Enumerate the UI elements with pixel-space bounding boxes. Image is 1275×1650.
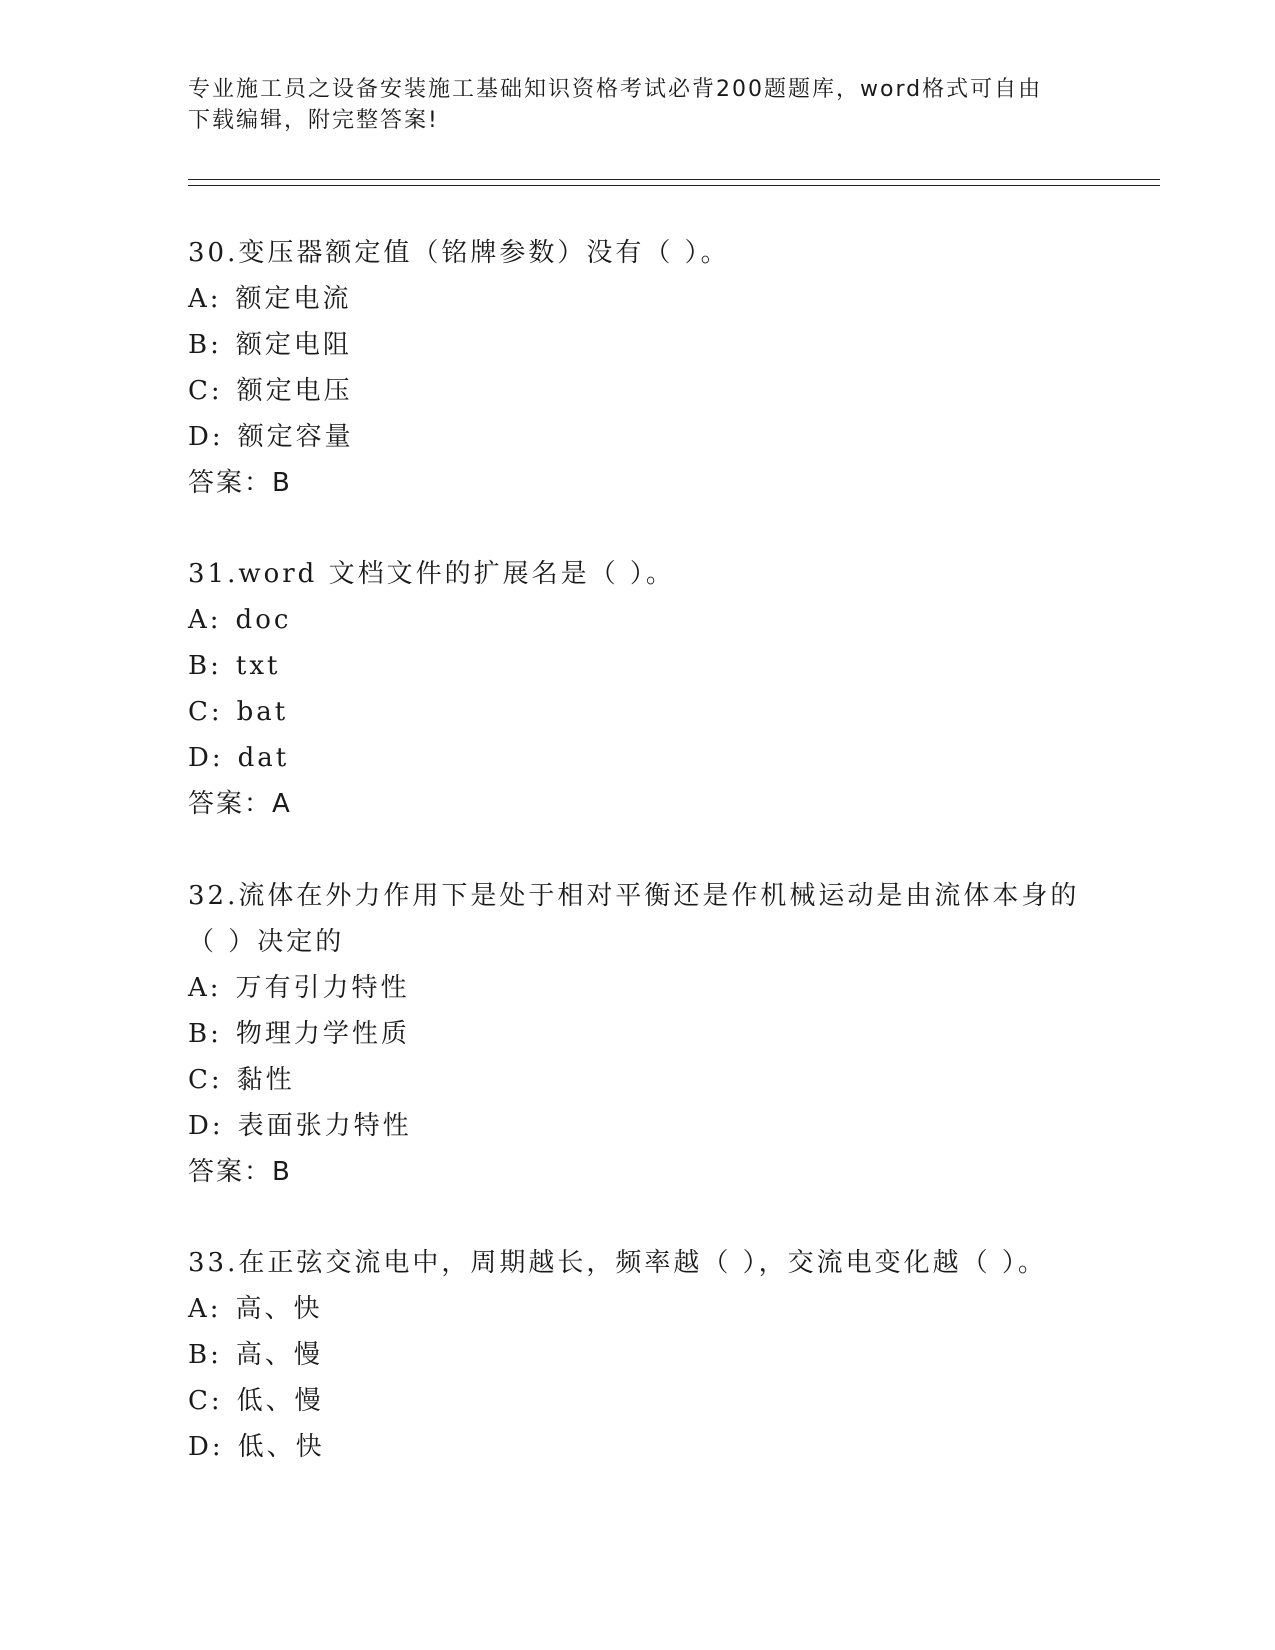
option-label: A: (188, 284, 222, 314)
option-text: txt (235, 651, 281, 681)
option-label: B: (188, 1340, 222, 1370)
question-stem: 33.在正弦交流电中，周期越长，频率越（ ），交流电变化越（ ）。 (188, 1248, 1047, 1278)
question-32 (188, 873, 1088, 1195)
question-stem: 31.word 文档文件的扩展名是（ ）。 (188, 559, 675, 589)
option-label: D: (188, 1111, 224, 1141)
question-stem: 30.变压器额定值（铭牌参数）没有（ ）。 (188, 238, 730, 268)
option-text: 表面张力特性 (237, 1111, 412, 1141)
option-b (188, 1332, 1088, 1378)
option-a (188, 597, 1088, 643)
option-d (188, 414, 1088, 460)
header-title-line-2: 下载编辑，附完整答案! (188, 108, 439, 133)
option-label: A: (188, 605, 222, 635)
document-header (188, 74, 1068, 136)
option-label: C: (188, 1065, 223, 1095)
question-stem-line-2: （ ）决定的 (188, 927, 345, 957)
option-c (188, 689, 1088, 735)
option-text: 物理力学性质 (235, 1019, 410, 1049)
option-label: D: (188, 1432, 224, 1462)
answer-line: 答案：B (188, 1157, 292, 1187)
option-text: 高、快 (235, 1294, 323, 1324)
option-d (188, 1424, 1088, 1470)
option-text: 额定电压 (236, 376, 353, 406)
option-d (188, 735, 1088, 781)
option-a (188, 965, 1088, 1011)
option-c (188, 368, 1088, 414)
header-title-line-1: 专业施工员之设备安装施工基础知识资格考试必背200题题库，word格式可自由 (188, 77, 1043, 102)
option-text: 额定电阻 (235, 330, 352, 360)
option-label: B: (188, 330, 222, 360)
option-label: C: (188, 1386, 223, 1416)
option-a (188, 1286, 1088, 1332)
answer-line: 答案：A (188, 789, 292, 819)
option-text: doc (235, 605, 292, 635)
option-text: 额定容量 (237, 422, 354, 452)
option-label: C: (188, 697, 223, 727)
option-label: A: (188, 1294, 222, 1324)
option-label: D: (188, 743, 224, 773)
question-31 (188, 551, 1088, 827)
header-divider-top (188, 179, 1160, 180)
question-30 (188, 230, 1088, 506)
option-text: 万有引力特性 (235, 973, 410, 1003)
header-divider-bottom (188, 185, 1160, 186)
option-b (188, 1011, 1088, 1057)
option-a (188, 276, 1088, 322)
question-stem-line-1: 32.流体在外力作用下是处于相对平衡还是作机械运动是由流体本身的 (188, 881, 1080, 911)
option-label: D: (188, 422, 224, 452)
option-text: 低、快 (237, 1432, 325, 1462)
option-text: 额定电流 (235, 284, 352, 314)
option-label: B: (188, 651, 222, 681)
option-c (188, 1057, 1088, 1103)
option-c (188, 1378, 1088, 1424)
question-33 (188, 1240, 1088, 1470)
option-label: B: (188, 1019, 222, 1049)
answer-line: 答案：B (188, 468, 292, 498)
option-d (188, 1103, 1088, 1149)
option-text: 黏性 (236, 1065, 295, 1095)
option-label: C: (188, 376, 223, 406)
option-label: A: (188, 973, 222, 1003)
option-b (188, 322, 1088, 368)
option-text: 高、慢 (235, 1340, 323, 1370)
option-b (188, 643, 1088, 689)
option-text: dat (237, 743, 290, 773)
option-text: bat (236, 697, 289, 727)
option-text: 低、慢 (236, 1386, 324, 1416)
